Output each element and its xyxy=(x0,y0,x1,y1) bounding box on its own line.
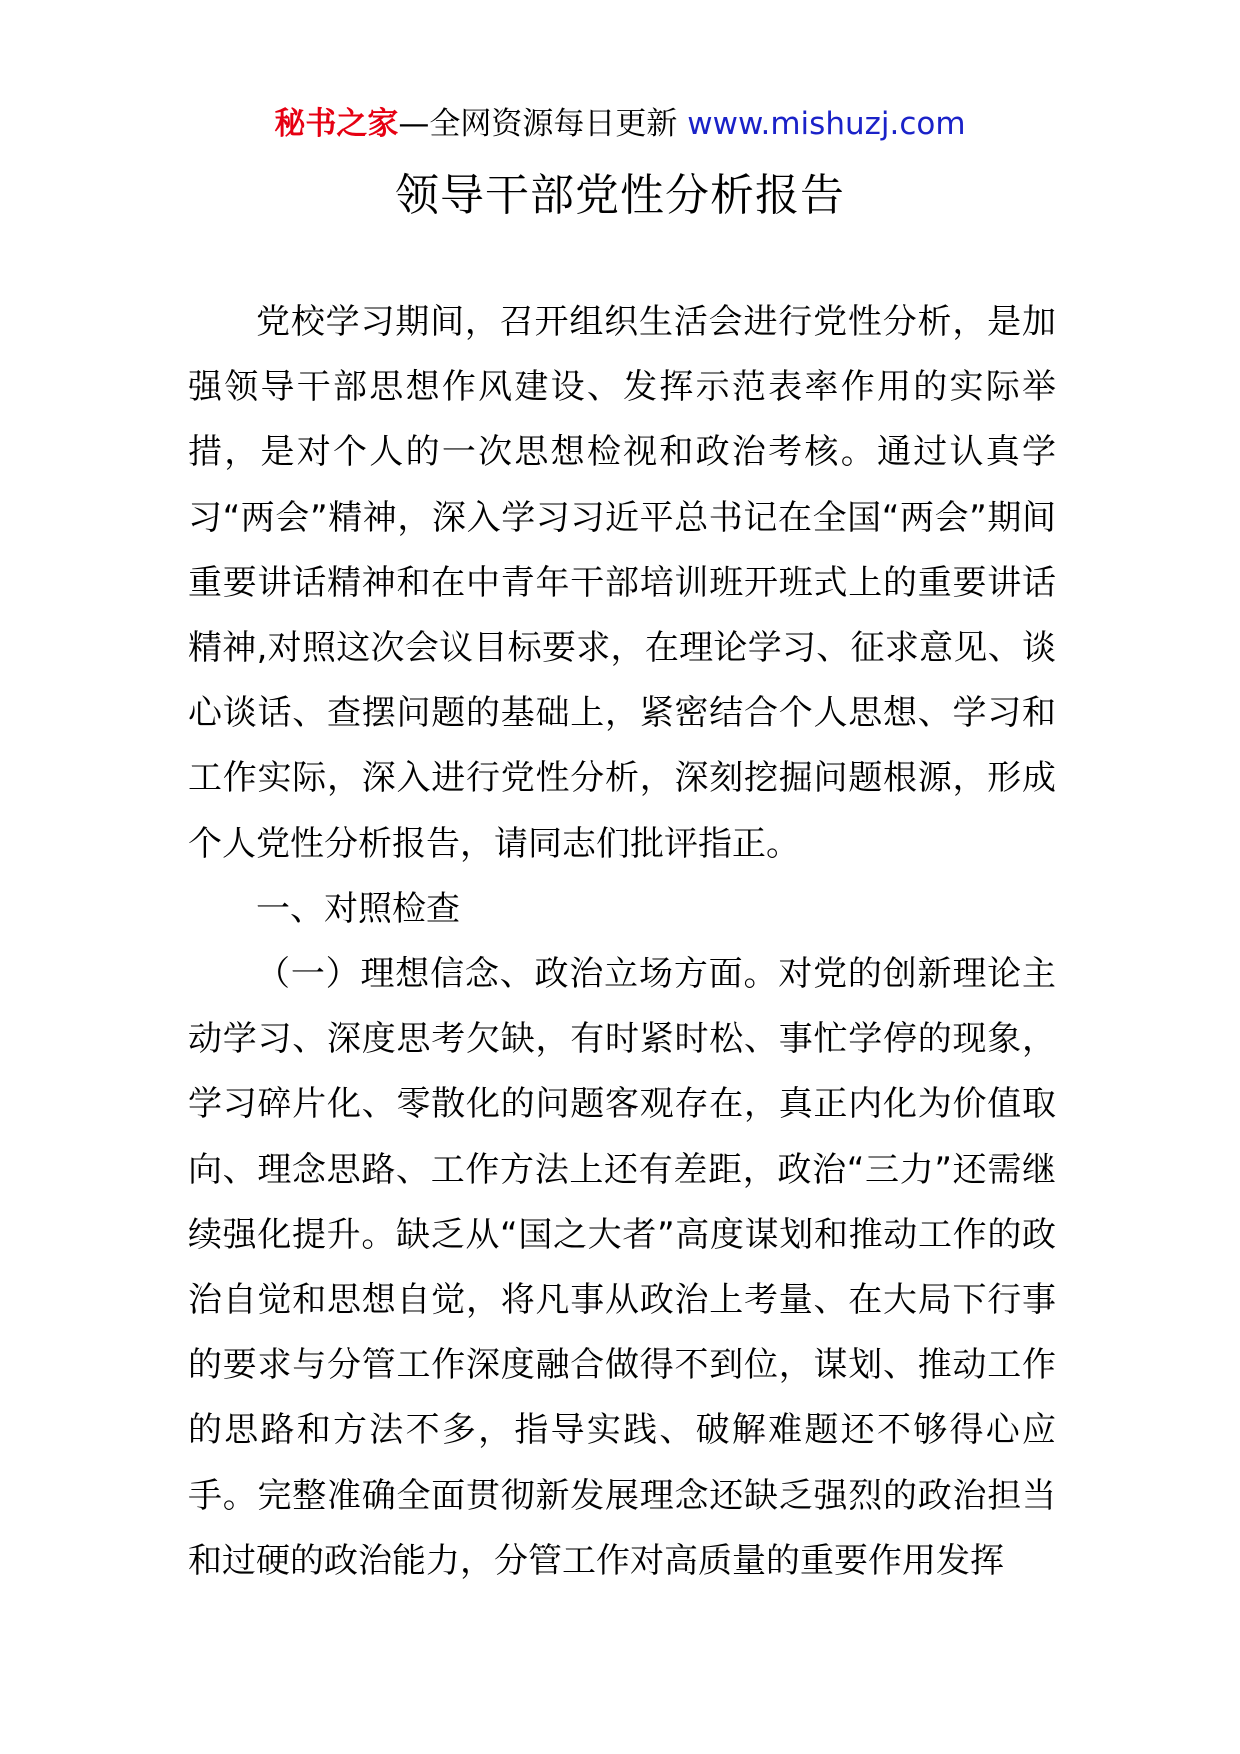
subsection-paragraph: （一）理想信念、政治立场方面。对党的创新理论主动学习、深度思考欠缺，有时紧时松、事忙学停的现象，学习碎片化、零散化的问题客观存在，真正内化为价值取向、理念思路、工作方法上还有差距，政治“三力”还需继续强化提升。缺乏从“国之大者”高度谋划和推动工作的政治自觉和思想自觉，将凡事从政治上考量、在大局下行事的要求与分管工作深度融合做得不到位，谋划、推动工作的思路和方法不多，指导实践、破解难题还不够得心应手。完整准确全面贯彻新发展理念还缺乏强烈的政治担当和过硬的政治能力，分管工作对高质量的重要作用发挥 xyxy=(188,954,1056,1581)
document-body xyxy=(188,290,1056,1594)
site-url-link[interactable]: www.mishuzj.com xyxy=(687,106,966,142)
brand-name: 秘书之家 xyxy=(274,106,399,142)
site-tagline: —全网资源每日更新 xyxy=(398,106,678,142)
section-heading: 一、对照检查 xyxy=(256,888,460,929)
site-header xyxy=(0,104,1240,144)
intro-paragraph: 党校学习期间，召开组织生活会进行党性分析，是加强领导干部思想作风建设、发挥示范表率作用的实际举措，是对个人的一次思想检视和政治考核。通过认真学习“两会”精神，深入学习习近平总书记在全国“两会”期间重要讲话精神和在中青年干部培训班开班式上的重要讲话精神,对照这次会议目标要求，在理论学习、征求意见、谈心谈话、查摆问题的基础上，紧密结合个人思想、学习和工作实际，深入进行党性分析，深刻挖掘问题根源，形成个人党性分析报告，请同志们批评指正。 xyxy=(188,302,1056,864)
document-title: 领导干部党性分析报告 xyxy=(395,170,845,221)
